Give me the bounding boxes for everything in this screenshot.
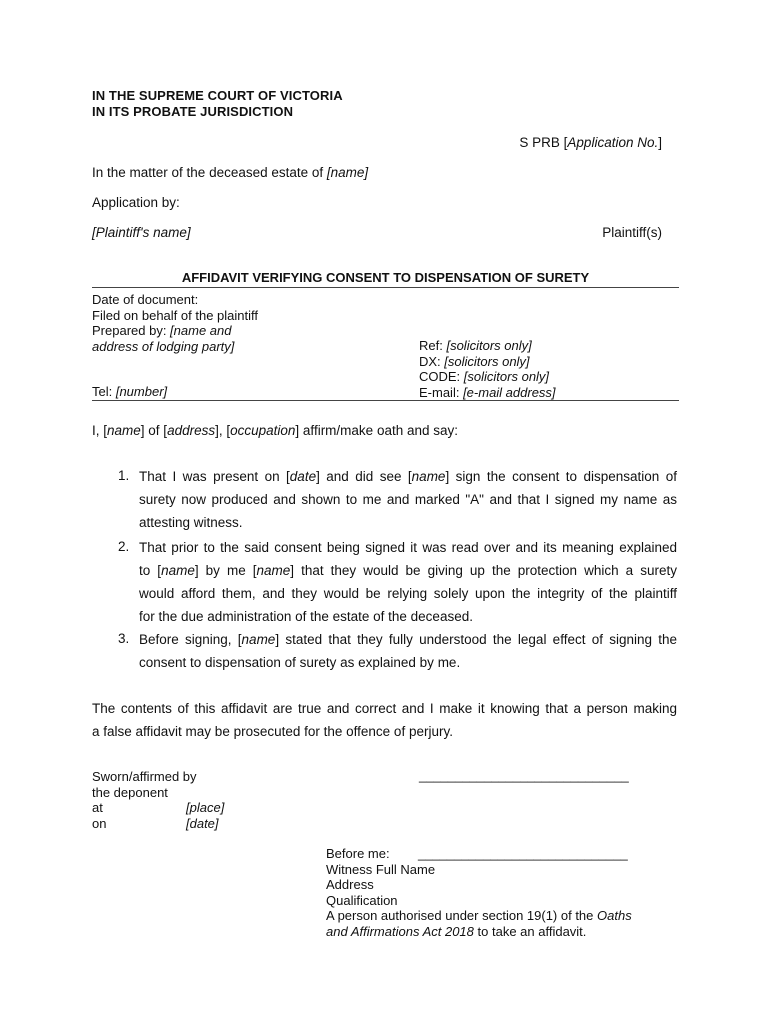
- filed-on-behalf: Filed on behalf of the plaintiff: [92, 307, 258, 323]
- witness-address: Address: [326, 877, 374, 892]
- jurat: [92, 769, 224, 831]
- application-by-label: Application by:: [92, 195, 180, 210]
- affidavit-title: AFFIDAVIT VERIFYING CONSENT TO DISPENSATION OF SURETY: [181, 270, 590, 285]
- at-line: at [place]: [92, 800, 225, 815]
- the-deponent: the deponent: [92, 784, 168, 800]
- witness-block: [326, 846, 632, 939]
- date-of-document: Date of document:: [92, 292, 199, 307]
- deceased-name-placeholder: [name]: [326, 165, 369, 180]
- plaintiff-name-placeholder: [Plaintiff's name]: [92, 225, 191, 240]
- telephone: Tel: [number]: [92, 384, 168, 399]
- item-3: Before signing, [name] stated that they fully understood the legal effect of signing the consent to dispensation of surety as explained by me.: [139, 632, 677, 670]
- matter-line: In the matter of the deceased estate of [name]: [92, 165, 369, 180]
- solicitor-details: [419, 338, 556, 400]
- prepared-by: Prepared by: [name and: [92, 323, 232, 338]
- plaintiff-role: Plaintiff(s): [602, 225, 662, 240]
- intro-statement: I, [name] of [address], [occupation] affirm/make oath and say:: [92, 423, 459, 438]
- sworn-affirmed-by: Sworn/affirmed by: [92, 769, 197, 784]
- item-3-number: 3.: [118, 631, 130, 646]
- item-2-number: 2.: [118, 539, 130, 554]
- item-2: That prior to the said consent being signed it was read over and its meaning explained to [name] by me [name] that they would be giving up the protection which a surety would afford them, and they would be relying solely upon the integrity of the plaintiff for the due administration of the estate of the deceased.: [139, 540, 677, 624]
- title-rule: [92, 287, 679, 288]
- header-rule: [92, 400, 679, 401]
- authorised-statement: A person authorised under section 19(1) of the Oaths: [326, 908, 632, 923]
- witness-qualification: Qualification: [326, 892, 398, 908]
- prepared-by-continued: address of lodging party]: [92, 338, 235, 354]
- code-line: CODE: [solicitors only]: [419, 369, 550, 384]
- application-no-placeholder: Application No.: [567, 135, 659, 150]
- dx-line: DX: [solicitors only]: [419, 353, 530, 369]
- witness-full-name: Witness Full Name: [326, 861, 436, 877]
- before-me-line: Before me: _____________________________: [326, 846, 628, 861]
- on-line: on [date]: [92, 815, 219, 831]
- ref-line: Ref: [solicitors only]: [419, 338, 532, 353]
- jurisdiction: IN ITS PROBATE JURISDICTION: [92, 104, 294, 119]
- email-line: E-mail: [e-mail address]: [419, 384, 556, 400]
- authorised-statement-continued: and Affirmations Act 2018 to take an affidavit.: [326, 923, 587, 939]
- deponent-signature-line: _____________________________: [419, 768, 629, 783]
- document-details: [92, 292, 258, 354]
- case-number: S PRB [Application No.]: [519, 135, 662, 150]
- witness-signature-line: _____________________________: [418, 846, 628, 861]
- item-1: That I was present on [date] and did see [name] sign the consent to dispensation of surety now produced and shown to me and marked "A" and that I signed my name as attesting witness.: [139, 469, 678, 530]
- court-name: IN THE SUPREME COURT OF VICTORIA: [92, 88, 343, 103]
- item-1-number: 1.: [118, 468, 130, 483]
- closing-statement: The contents of this affidavit are true and correct and I make it knowing that a person making a false affidavit may be prosecuted for the offence of perjury.: [92, 701, 677, 739]
